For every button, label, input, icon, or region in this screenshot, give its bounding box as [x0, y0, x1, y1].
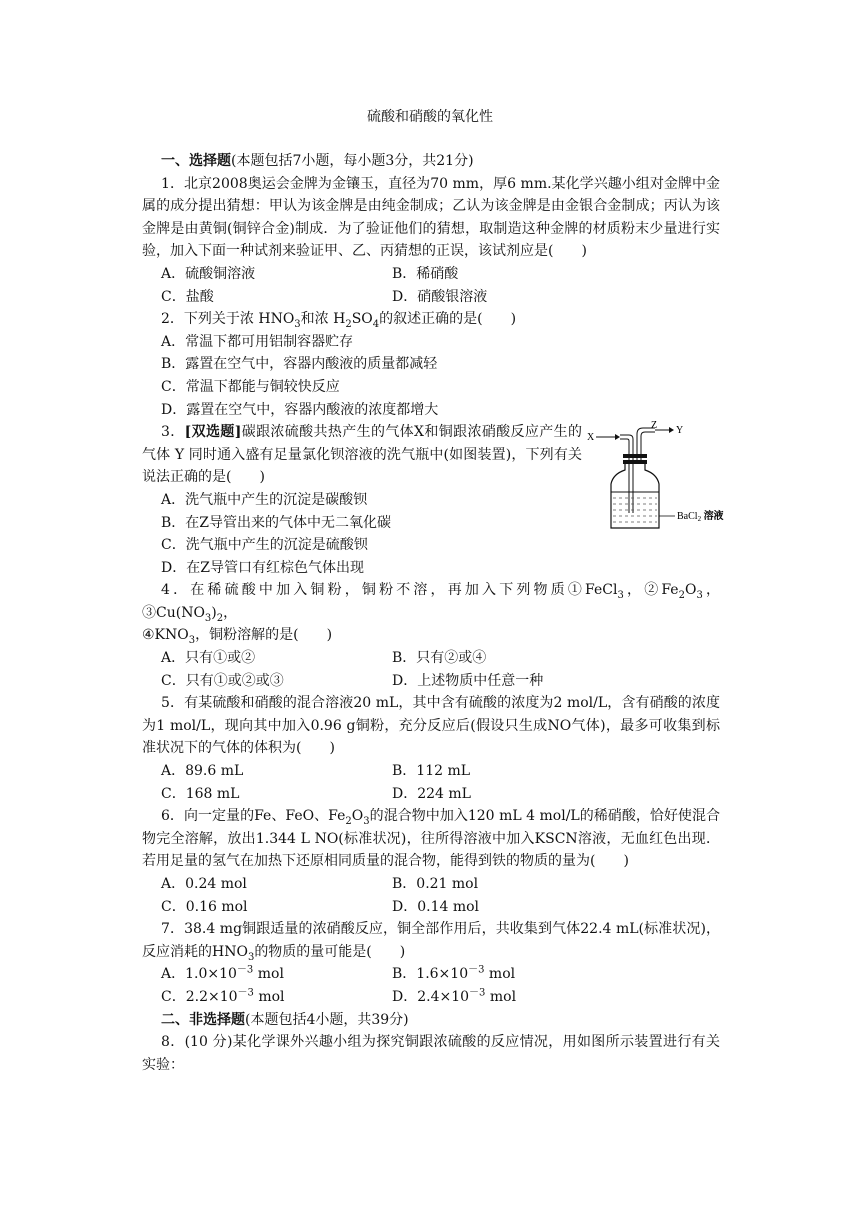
q5-options-row2 — [142, 783, 720, 806]
q7-option-d-unit: mol — [485, 988, 517, 1005]
q5-option-d: D．224 mL — [392, 785, 471, 802]
fig-stopper-top — [623, 454, 647, 458]
q1-options-row2 — [142, 286, 720, 309]
q7-part-b: 的物质的量可能是( ) — [254, 943, 406, 960]
q7-option-b — [373, 963, 604, 986]
q2-option-d: D．露置在空气中，容器内酸液的浓度都增大 — [161, 401, 439, 418]
q4-line2-a: ④KNO — [142, 627, 189, 644]
q4-sub-2b: 2 — [216, 612, 224, 624]
question-8: 8．(10 分)某化学课外兴趣小组为探究铜跟浓硫酸的反应情况，用如图所示装置进行有关实验： — [142, 1034, 720, 1073]
q6-options-row2 — [142, 896, 720, 919]
section-2-label: 二、非选择题 — [161, 1011, 245, 1028]
q2-sub-3: 4 — [372, 318, 380, 330]
q2-stem-b: 和浓 H — [300, 311, 346, 328]
question-6 — [142, 805, 720, 873]
question-4 — [142, 579, 720, 624]
q2-sub-1: 3 — [294, 318, 301, 330]
fig-liquid-dashes — [613, 498, 657, 522]
q1-option-a: A．硫酸铜溶液 — [161, 265, 256, 282]
section-1-label: 一、选择题 — [161, 153, 231, 169]
q6-option-d: D．0.14 mol — [392, 898, 480, 915]
q6-part-c: 的混合物中加入120 mL 4 mol/L的稀硝酸，恰好使混合物完全溶解，放出1.344 L NO(标准状况)，往所得溶液中加入KSCN溶液，无血红色出现．若用足量的氢气在加热下还原相同质量的混合物，能得到铁的物质的量为( ) — [142, 808, 720, 870]
q6-option-c: C．0.16 mol — [161, 898, 248, 915]
q4-sub-3b: 3 — [696, 590, 703, 602]
q6-option-b: B．0.21 mol — [392, 876, 479, 892]
q6-sub-3: 3 — [363, 816, 370, 828]
q3-number: 3． — [161, 424, 185, 441]
fig-bottle — [611, 464, 659, 528]
gas-washing-bottle-figure — [585, 418, 735, 536]
fig-arrowhead-y — [669, 427, 674, 433]
question-1: 1．北京2008奥运会金牌为金镶玉，直径为70 mm，厚6 mm.某化学兴趣小组对金牌中金属的成分提出猜想：甲认为该金牌是由纯金制成；乙认为该金牌是由金银合金制成；丙认为该金牌是由黄铜(铜锌合金)制成．为了验证他们的猜想，取制造这种金牌的材质粉末少量进行实验，加入下面一种试剂来验证甲、乙、丙猜想的正误，该试剂应是( ) — [142, 175, 720, 260]
q4-sub-3a: 3 — [617, 590, 624, 602]
q6-part-b: O — [351, 808, 364, 825]
fig-label-x: X — [587, 432, 595, 443]
q4-part-d: ，③Cu(NO — [142, 582, 720, 621]
q7-sub-3: 3 — [247, 951, 255, 963]
q5-option-b: B．112 mL — [392, 763, 471, 780]
q6-sub-2: 2 — [345, 816, 352, 828]
q4-part-b: ，②Fe — [623, 582, 679, 599]
section-2-desc: (本题包括4小题，共39分) — [245, 1011, 409, 1028]
fig-outlet-tube-inner — [641, 432, 655, 463]
q7-option-c — [142, 986, 373, 1009]
q4-part-f: ， — [223, 604, 238, 621]
question-5: 5．有某硫酸和硝酸的混合溶液20 mL，其中含有硫酸的浓度为2 mol/L，含有硝酸的浓度为1 mol/L，现向其中加入0.96 g铜粉，充分反应后(假设只生成NO气体)，最多可收集到标准状况下的气体的体积为( ) — [142, 695, 720, 757]
q4-option-d: D．上述物质中任意一种 — [392, 672, 544, 689]
q4-part-e: ) — [211, 604, 217, 621]
q4-sub-3c: 3 — [204, 612, 212, 624]
question-2 — [142, 308, 720, 331]
q4-line2-b: ，铜粉溶解的是( ) — [195, 627, 333, 644]
q7-option-b-base: B．1.6×10 — [392, 966, 469, 983]
q4-sub-2a: 2 — [678, 590, 685, 602]
fig-solution-label — [677, 509, 724, 523]
question-3 — [142, 421, 582, 489]
q7-option-a-exp: －3 — [236, 964, 254, 976]
q4-part-a: 4．在稀硫酸中加入铜粉，铜粉不溶，再加入下列物质①FeCl — [161, 582, 618, 599]
document-body — [142, 150, 720, 1076]
question-7 — [142, 918, 720, 963]
q7-options-row2 — [142, 986, 720, 1009]
q6-part-a: 6．向一定量的Fe、FeO、Fe — [161, 808, 346, 825]
q4-option-c: C．只有①或②或③ — [161, 672, 284, 689]
q4-part-c: O — [684, 582, 697, 599]
q4-options-row2 — [142, 670, 720, 693]
q3-text: 碳跟浓硫酸共热产生的气体X和铜跟浓硝酸反应产生的气体 Y 同时通入盛有足量氯化钡溶液的洗气瓶中(如图装置)，下列有关说法正确的是( ) — [142, 424, 582, 486]
q1-option-b: B．稀硝酸 — [392, 265, 459, 282]
q4-option-b: B．只有②或④ — [392, 650, 487, 667]
fig-label-solution: 溶液 — [701, 511, 724, 522]
q7-option-a-base: A．1.0×10 — [161, 966, 237, 983]
fig-label-sub: 2 — [697, 515, 702, 523]
fig-label-y: Y — [676, 425, 684, 436]
q7-option-c-exp: －3 — [237, 987, 254, 999]
q1-options-row1 — [142, 263, 720, 286]
q7-option-b-unit: mol — [484, 966, 516, 983]
fig-inlet-tube-outer — [620, 435, 633, 513]
q4-sub-3d: 3 — [188, 635, 196, 647]
fig-arrowhead-x — [615, 434, 620, 440]
q6-option-a: A．0.24 mol — [161, 876, 247, 892]
q7-option-d — [373, 986, 604, 1009]
q2-stem-a: 2．下列关于浓 HNO — [161, 311, 295, 328]
q4-options-row1 — [142, 647, 720, 670]
q7-part-a: 7．38.4 mg铜跟适量的浓硝酸反应，铜全部作用后，共收集到气体22.4 mL(标准状况)，反应消耗的HNO — [142, 921, 720, 960]
q4-option-a: A．只有①或② — [161, 650, 256, 667]
q3-option-b: B．在Z导管出来的气体中无二氧化碳 — [161, 514, 392, 531]
q2-stem-c: SO — [351, 311, 373, 328]
q7-option-a-unit: mol — [253, 966, 284, 983]
q7-option-d-base: D．2.4×10 — [392, 988, 470, 1005]
q3-option-a: A．洗气瓶中产生的沉淀是碳酸钡 — [161, 491, 368, 508]
q2-option-c: C．常温下都能与铜较快反应 — [161, 378, 340, 395]
section-1-heading — [142, 150, 720, 173]
q5-option-c: C．168 mL — [161, 785, 240, 802]
q5-option-a: A．89.6 mL — [161, 763, 244, 780]
section-1-desc: (本题包括7小题，每小题3分，共21分) — [231, 153, 474, 169]
page-title: 硫酸和硝酸的氧化性 — [367, 109, 493, 125]
question-4-line2 — [142, 624, 720, 647]
q7-option-d-exp: －3 — [469, 987, 486, 999]
q5-options-row1 — [142, 760, 720, 783]
q6-options-row1 — [142, 873, 720, 896]
q3-option-c: C．洗气瓶中产生的沉淀是硫酸钡 — [161, 537, 368, 554]
q2-sub-2: 2 — [345, 318, 352, 330]
q1-option-d: D．硝酸银溶液 — [392, 288, 488, 305]
fig-stopper-bottom — [623, 460, 647, 464]
q7-option-c-base: C．2.2×10 — [161, 988, 238, 1005]
q7-options-row1 — [142, 963, 720, 986]
fig-inlet-tube-inner — [620, 439, 629, 513]
q7-option-b-exp: －3 — [468, 964, 485, 976]
q3-option-d: D．在Z导管口有红棕色气体出现 — [161, 559, 364, 576]
q1-option-c: C．盐酸 — [161, 288, 214, 305]
q2-option-a: A．常温下都可用铝制容器贮存 — [161, 333, 354, 350]
q2-option-b: B．露置在空气中，容器内酸液的质量都减轻 — [161, 356, 438, 373]
q7-option-a — [142, 963, 373, 986]
section-2-heading — [142, 1009, 720, 1032]
fig-label-z: Z — [651, 420, 658, 431]
fig-label-bacl: BaCl — [677, 511, 698, 522]
q3-tag: [双选题] — [184, 424, 242, 441]
q2-stem-d: 的叙述正确的是( ) — [379, 311, 517, 328]
q7-option-c-unit: mol — [253, 988, 285, 1005]
